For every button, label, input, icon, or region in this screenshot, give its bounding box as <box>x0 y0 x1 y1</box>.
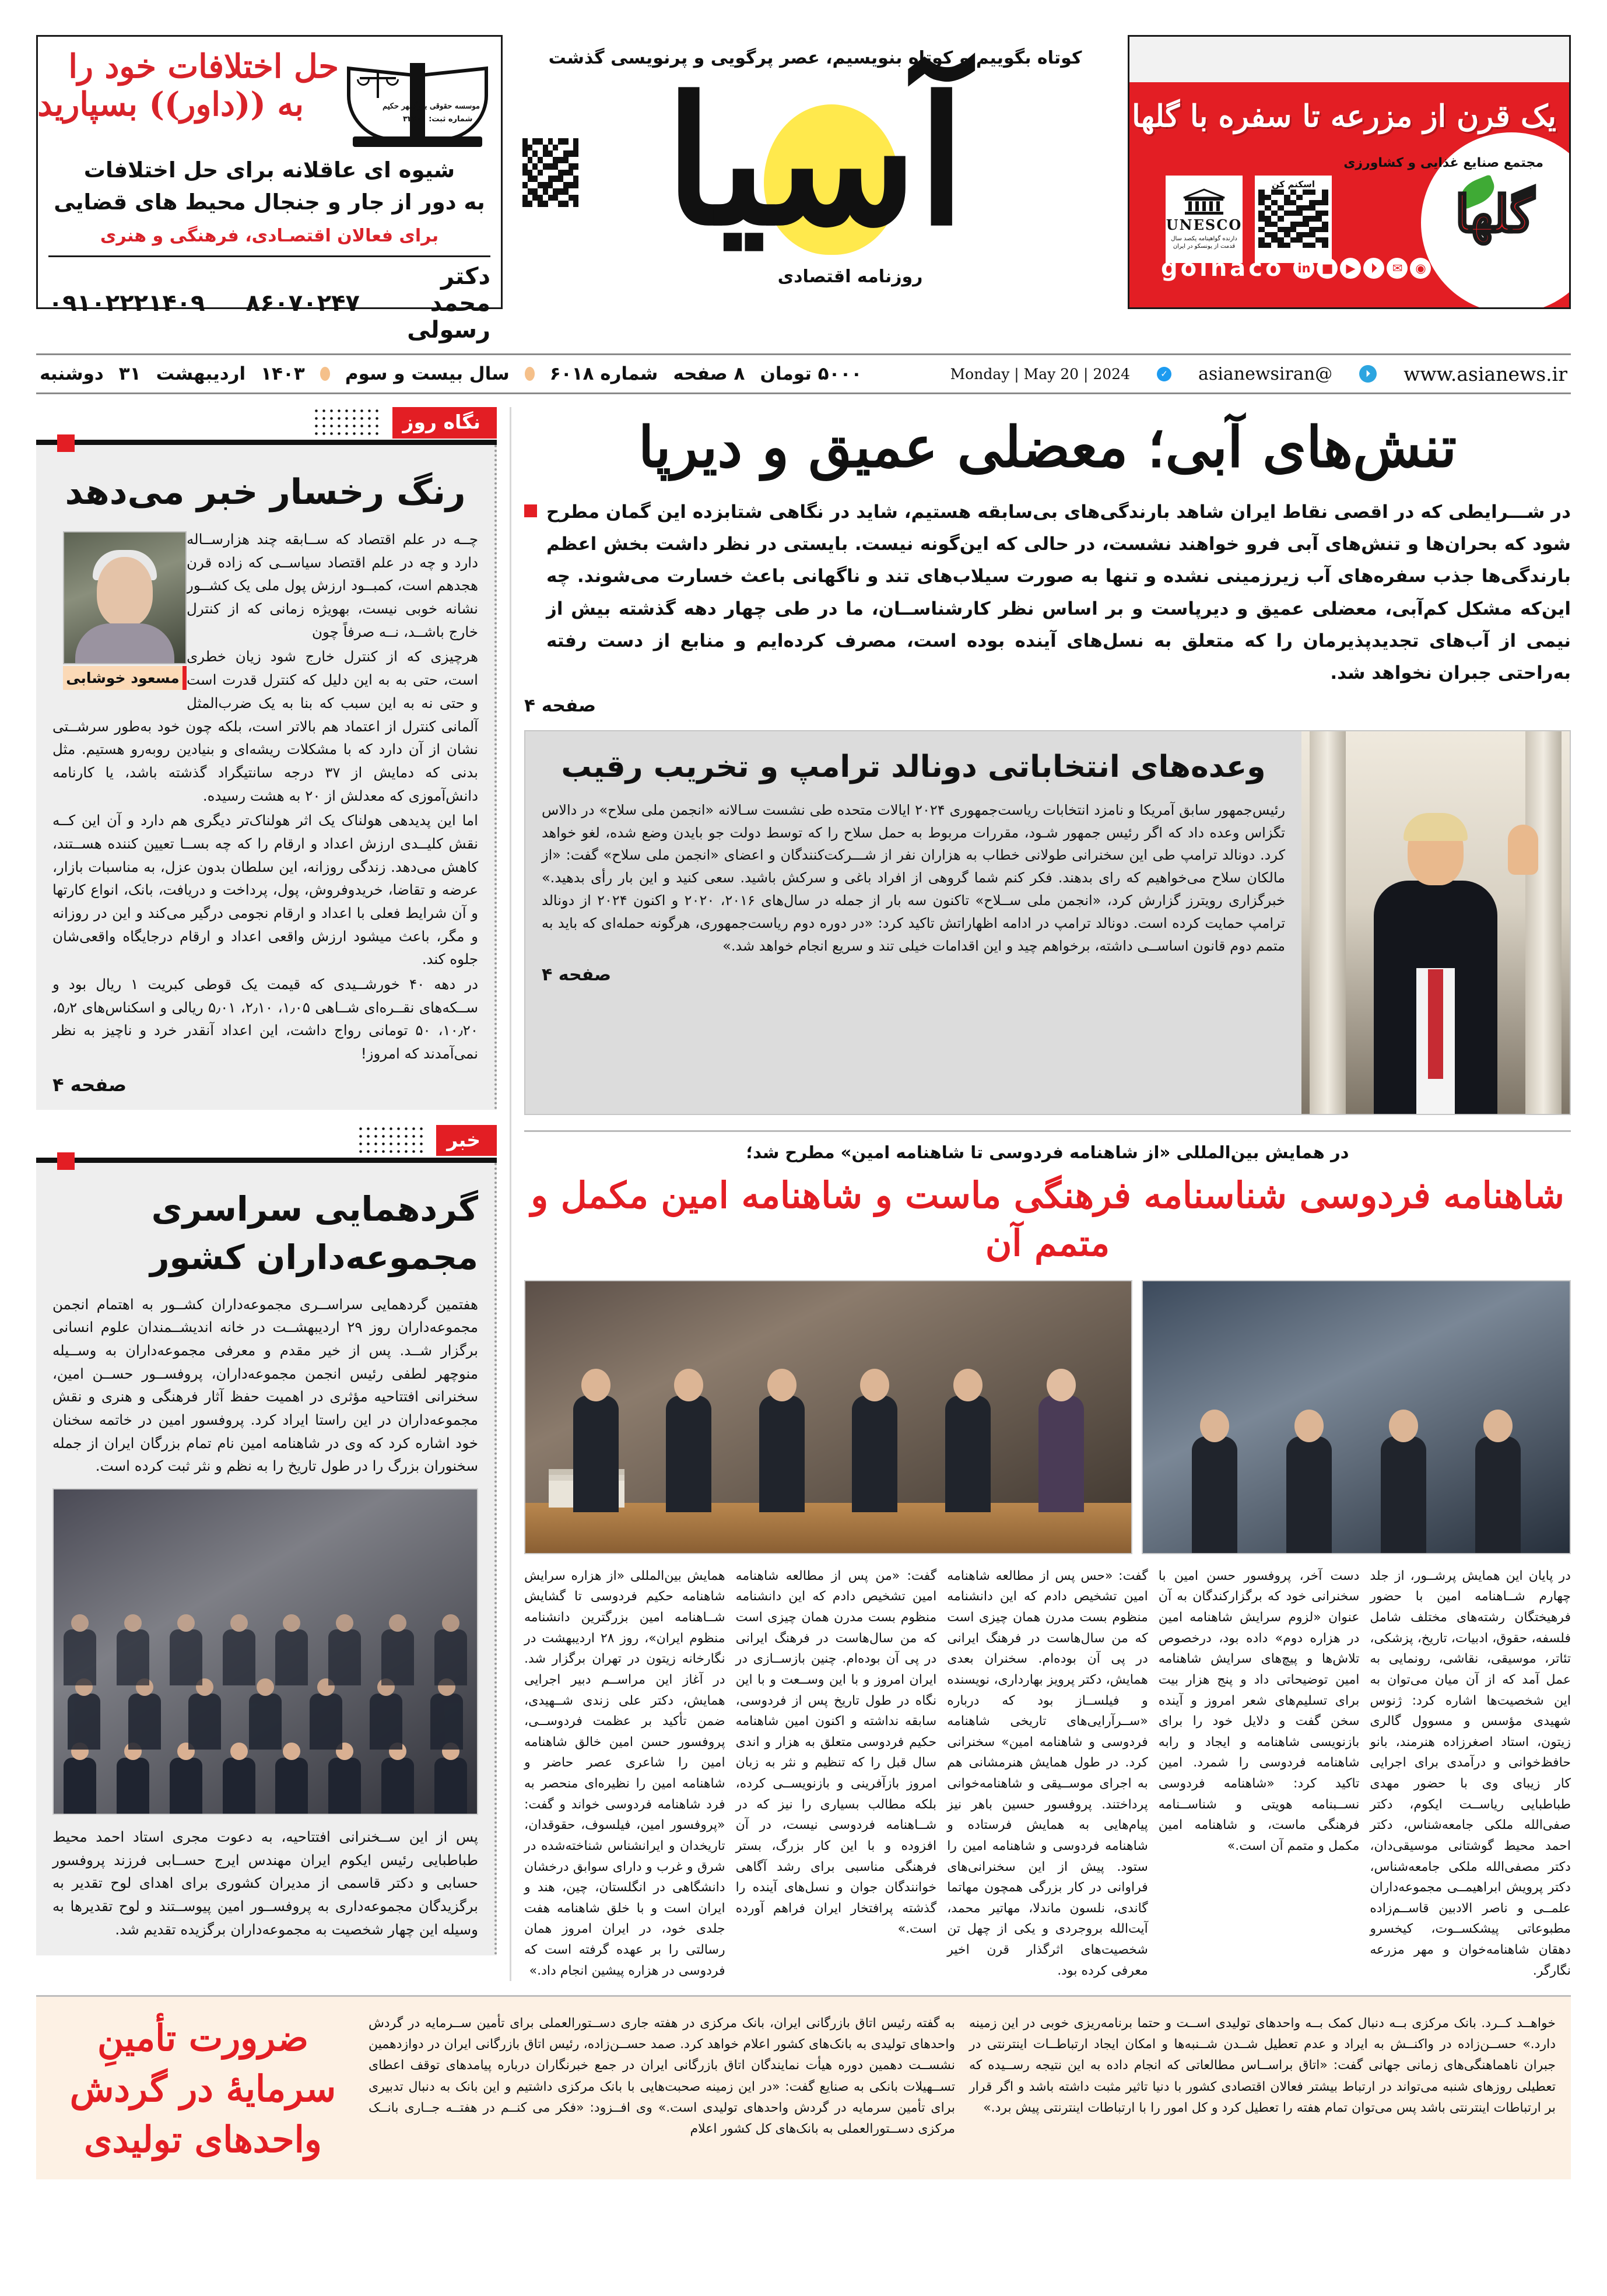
classical-building-icon <box>1181 188 1227 216</box>
social-handle[interactable]: @asianewsiran <box>1198 363 1333 384</box>
unesco-certificate-badge <box>1166 176 1243 263</box>
trump-text-block <box>525 731 1301 1114</box>
ad-handle: golhaco <box>1161 255 1285 282</box>
telegram-icon[interactable]: ⏵ <box>1363 258 1384 279</box>
shahnameh-col-4: دست آخر، پروفسور حسن امین با سخنرانی خود که برگزارکندگان به آن عنوان «لزوم سرایش شاهنامه امین در هزاره دوم» داده بود، درخصوص تلاش‌ها و پیچ‌های سرایش شاهنامه امین توضیحاتی داد و پنج هزار بیت برای تسلیم‌های شعر امروز و آینده سخن گفت و دلایل خود را برای بازنویسی شاهنامه و ایجاد و رابه شاهنامه فردوسی را شمرد. امین تاکید کرد: «شاهنامه فردوسی نســبنامه هویتی و شناســنامه فرهنگی ماست، و شاهنامه امین مکمل و متمم آن است.» <box>1158 1568 1360 1853</box>
telegram-icon[interactable]: ⏵ <box>1359 365 1377 383</box>
group-gathering-photo <box>52 1488 478 1815</box>
masthead <box>36 35 1571 350</box>
news-panel[interactable] <box>36 1163 497 1955</box>
legal-contact-row <box>48 255 490 343</box>
ad-brand-mark: گلها <box>1455 185 1534 244</box>
bottom-headline-block <box>51 2013 355 2165</box>
conference-hall-photo <box>524 1280 1132 1554</box>
issue-day: ۳۱ <box>118 363 141 384</box>
news-body-1: هفتمین گردهمایی سراســری مجموعه‌داران کشــور به اهتمام انجمن مجموعه‌داران روز ۲۹ اردیبهشــت در خانه اندیشــمندان علوم انسانی برگزار شــد. پس از خیر مقدم و معرفی مجموعه‌داران به وســیله منوچهر لطفی رئیس انجمن مجموعه‌داران، پروفســور حســن امین، سخنرانی افتتاحیه مؤثری در اهمیت حفظ آثار فرهنگی و هنری و نقش مجموعه‌داران در این راستا ایراد کرد. پروفسور امین در خاتمه سخنان خود اشاره کرد که وی در شاهنامه امین نام تمام بزرگان ایران از جمله سخنوران بزرگ را در طول تاریخ را به نظم و نثر ثبت کرده است. <box>52 1295 478 1475</box>
halftone-dots-decoration <box>313 407 383 437</box>
lead-headline: تنش‌های آبی؛ معضلی عمیق و دیرپا <box>638 414 1457 480</box>
news-headline-1: گردهمایی سراسری <box>151 1189 478 1229</box>
panel-speakers-photo <box>1142 1280 1571 1554</box>
bottom-headline-1: ضرورت تأمینِ <box>97 2017 308 2060</box>
issue-info-left <box>950 363 1567 385</box>
newspaper-logo-block <box>515 35 1115 287</box>
main-column <box>524 407 1571 1981</box>
website-link[interactable]: www.asianews.ir <box>1404 362 1567 385</box>
ad-slogan: یک قرن از مزرعه تا سفره با گلها <box>1132 99 1556 134</box>
section-rule <box>36 440 497 445</box>
legal-sub-line-2: به دور از جار و جنجال محیط های قضایی <box>54 189 485 215</box>
bottom-col-1: به گفته رئیس اتاق بازرگانی ایران، بانک مرکزی در هفته جاری دســتورالعملی برای تأمین ســرمایه در گردش واحدهای تولیدی به بانک‌های کشور اعلام خواهد کرد. صمد حســن‌زاده، رئیس اتاق بازرگانی ایران در دوازدهمین نشســت دهمین دوره هیأت نمایندگان اتاق بازرگانی ایران در جمع خبرنگاران درباره پیامدهای توقف اعطای تســهیلات بانکی به صنایع گفت: «در این زمینه صحبت‌هایی با بانک مرکزی داشتیم و این بانک به دنبال تدبیری برای تأمین سرمایه در گردش واحدهای تولیدی است.» وی افــزود: «فکر می کنــم در هفتــه جــاری بانــک مرکزی دســتورالعملی به بانک‌های کل کشور اعلام <box>369 2016 955 2136</box>
law-book-icon <box>345 45 490 147</box>
ad-red-body <box>1129 82 1569 307</box>
trump-page-ref[interactable]: صفحه ۴ <box>542 964 612 985</box>
shahnameh-columns <box>524 1566 1571 1982</box>
trump-body: رئیس‌جمهور سابق آمریکا و نامزد انتخابات ریاست‌جمهوری ۲۰۲۴ ایالات متحده طی نشست سـالانه «انجمن ملی سلاح» در دالاس تگزاس وعده داد که اگر رئیس جمهور شـود، مقررات مربوط به حمل سلاح را که توسط دولت جو بایدن وضع شده، لغو خواهد کرد. دونالد ترامپ طی این سخنرانی طولانی خطاب به هزاران نفر از شـــرکت‌کنندگان و اعضای «انجمن ملی سلاح» گفت: «از مالکان سلاح می‌خواهیم که رای بدهند. فکر کنم شما گروهی از افراد باغی و سرکش باشید. سعی کنید و این بار رأی بدهید.» خبرگزاری رویترز گزارش کرد، «انجمن ملی ســلاح» تاکنون سه بار از جمله در سال‌های ۲۰۱۶، ۲۰۲۰ و اکنون ۲۰۲۴ از دونالد ترامپ حمایت کرده است. دونالد ترامپ در ادامه اظهاراتش تاکید کرد: «در دوره دوم ریاست‌جمهوری، هرگونه حمله‌ای که باید به متمم دوم قانون اساســی داشته، برخواهم چید و این اقدامات خیلی تند و سریع انجام خواهد شد.» <box>542 801 1286 954</box>
right-sidebar <box>36 407 497 1981</box>
bottom-headline-3: واحدهای تولیدی <box>84 2118 322 2161</box>
lead-article[interactable] <box>524 496 1571 689</box>
separator-dot-icon <box>320 367 330 381</box>
youtube-icon[interactable]: ▶ <box>1340 258 1361 279</box>
opinion-headline: رنگ رخسار خبر می‌دهد <box>65 472 466 513</box>
bottom-article[interactable] <box>36 1995 1571 2179</box>
column-divider <box>510 407 511 1981</box>
instagram-icon[interactable]: ■ <box>1317 258 1338 279</box>
ad-social-row[interactable] <box>1161 255 1431 282</box>
scales-of-justice-icon <box>360 71 396 101</box>
news-flag-label: خبر <box>436 1125 497 1156</box>
masthead-motto: کوتاه بگوییم و کوتاه بنویسیم، عصر پرگویی و پرنویسی گذشت <box>548 48 1082 68</box>
issue-month: اردیبهشت <box>156 363 246 384</box>
shahnameh-col-2: گفت: «من پس از مطالعه شاهنامه امین تشخیص دادم که این دانشنامه منظوم بست مدرن همان چیزی است که من سال‌هاست در فرهنگ ایرانی در پی آن بوده‌ام. چنین بازســازی در ایران امروز و با این وســعت و با این نگاه در طول تاریخ پس از فردوسی، سابقه نداشته و اکنون امین شاهنامه حکیم فردوسی متعلق به هزار و اندی سال قبل را که تنظیم و نثر به زبان امروز بازآفرینی و بازنویســی کرده، بلکه مطالب بسیاری را نیز که در شــاهنامه فردوسی نیست، در آن افزوده و با این کار بزرگ، بستر فرهنگی مناسبی برای رشد آگاهی خوانندگان جوان و نسل‌های آینده را گذشته پرافتخار ایران فراهم آورده است.» <box>735 1568 937 1937</box>
shahnameh-col-3: گفت: «حس پس از مطالعه شاهنامه امین تشخیص دادم که این دانشنامه منظوم بست مدرن همان چیزی است که من سال‌هاست در فرهنگ ایرانی در پی آن بوده‌ام. سخنران بعدی همایش، دکتر پرویز بهارداری، نویسنده و فیلســاز بود که درباره «ســرآرایی‌های تاریخی شاهنامه فردوسی و شاهنامه امین» سخنرانی کرد. در طول همایش هنرمشانی هم به اجرای موســیقی و شاهنامه‌خوانی پرداختند. پروفسور حسین باهر نیز پیام‌هایی به همایش فرستاده و شاهنامه فردوسی و شاهنامه امین را ستود. پیش از این سخنرانی‌های فراوانی در کار بزرگی همچون مهاتما گاندی، نلسون ماندلا، مهاتیر محمد، آیت‌الله بروجردی و یکی از چهل تن شخصیت‌های اثرگذار قرن اخیر معرفی کرده بود. <box>947 1568 1148 1978</box>
bottom-headline-2: سرمایهٔ در گردش <box>69 2067 336 2111</box>
opinion-flag-label: نگاه روز <box>392 407 497 439</box>
ad-qr-code[interactable] <box>1255 176 1332 263</box>
issue-price: ۵۰۰۰ تومان <box>760 363 862 384</box>
page-content <box>36 407 1571 1981</box>
trump-article[interactable] <box>524 730 1571 1115</box>
opinion-para-2: هرچیزی که از کنترل خارج شود زیان خطری است، حتی به به این دلیل که کنترل قدرت است و حتی نه به این سبب که بنا به یک ضرب‌المثل آلمانی کنترل از اعتماد هم بالاتر است، بلکه چون خود به‌طور سرشــتی نشان از آن دارد که با مشکلات ریشه‌ای و بنیادین روبه‌رو هستیم. مثل بدنی که دمایش از ۳۷ درجه سانتیگراد گذشته باشد، یا کارنامه دانش‌آموزی که معدلش از ۲۰ به هشت رسیده. <box>52 648 478 804</box>
red-square-marker-icon <box>524 504 537 517</box>
opinion-section-flag <box>36 407 497 440</box>
spice-illustration-band <box>1129 37 1569 82</box>
newspaper-title: آسیا <box>664 58 966 264</box>
issue-weekday: دوشنبه <box>40 363 104 384</box>
issue-year: ۱۴۰۳ <box>261 363 305 384</box>
unesco-name: UNESCO <box>1166 216 1243 233</box>
globe-icon[interactable]: ◉ <box>1410 258 1431 279</box>
lead-body-text: در شـــرایطی که در اقصی نقاط ایران شاهد بارندگی‌های بی‌سابقه هستیم، شاید در نگاهی شتابزده این گمان مطرح شود که بحران‌ها و تنش‌های آبی فرو خواهند نشست، در حالی که این‌گونه نیست. بایستی در نظر داشت بخش اعظم بارندگی‌ها جذب سفره‌های آب زیرزمینی نشده و تنها به صورت سیلاب‌های تند و ناگهانی باعث خسارت می‌شوند. چه این‌که مشکل کم‌آبی، معضلی عمیق و دیرپاست و بر اساس نظر کارشناســان، ما در طی چهار دهه گذشته بیش از نیمی از آب‌های تجدیدپذیرمان را که متعلق به نسل‌های آینده بوده است، مصرف کرده‌ایم و منابع از دست رفته به‌راحتی جبران نخواهد شد. <box>546 502 1571 683</box>
legal-red-line-2: به ((داور)) بسپارید <box>37 85 304 124</box>
news-body-2: پس از این ســخنرانی افتتاحیه، به دعوت مجری استاد احمد محیط طباطبایی رئیس ایکوم ایران مهندس ایرج حســابی فرزند پروفسور حسابی و دکتر قاسمی از مدیران کشوری برای اهدای لوح تقدیر به برگزیدگان مجموعه‌داری به پروفســور امین پیوســتند و لوح تقدیرها به وسیله این چهار شخصیت به مجموعه‌داران برگزیده تقدیم شد. <box>52 1828 478 1938</box>
issue-pages: ۸ صفحه <box>673 363 745 384</box>
linkedin-icon[interactable]: in <box>1293 258 1314 279</box>
shahnameh-kicker: در همایش بین‌المللی «از شاهنامه فردوسی تا شاهنامه امین» مطرح شد؛ <box>746 1142 1349 1163</box>
legal-tagline: برای فعالان اقتصـادی، فرهنگی و هنری <box>100 226 439 247</box>
bottom-col-2: خواهــد کــرد. بانک مرکزی بــه دنبال کمک بــه واحدهای تولیدی اســت و حتما برنامه‌ریزی خوبی در این زمینه دارد.» حســن‌زاده در واکنــش به ایراد و عدم تعطیل شــدن شــنبه‌ها و امکان ایجاد ارتباطــات اینترنتی در جبران ناهماهنگی‌های زمانی جهانی گفت: «اتاق براســاس مطالعاتی که انجام داده به این نتیجه رســیده که تعطیلی روزهای شنبه می‌تواند در ارتباط بیشتر فعالان اقتصادی کشور با دنیا تاثیر مثبت داشته باشد و اگر قرار بر ارتباطات اینترنتی باشد پس می‌توان تمام هفته را تعطیل کرد و کل امور را با ارتباطات اینترنتی پیش برد.» <box>969 2016 1556 2115</box>
legal-phone-mobile: ۰۹۱۰۲۲۲۱۴۰۹ <box>48 290 205 317</box>
issue-info-right <box>40 363 862 384</box>
mail-icon[interactable]: ✉ <box>1387 258 1408 279</box>
verified-badge-icon: ✓ <box>1157 367 1171 381</box>
legal-contact-name: دکتر محمد رسولی <box>407 263 490 344</box>
newspaper-subtitle: روزنامه اقتصادی <box>777 267 923 287</box>
opinion-para-3: اما این پدیدهی هولناک یک اثر هولناک‌تر دیگری هم دارد و آن این کــه نقش کلیــدی ارزش اعداد و ارقام را که چه بســا تعیین کننده هســتند، کاهش می‌دهد. زندگی روزانه، این سلطان بدون عزل، به مناسبات بازار، عرضه و تقاضا، خریدوفروش، پول، پرداخت و دریافت، بانک، انواع کارتها و آن شرایط فعلی با اعداد و ارقام نجومی درگیر می‌کند و این در روزانه و مگر، باعث میشود ارزش واقعی اعداد و ارقام درجایگاه واقعی‌شان جلوه کند. <box>52 812 478 968</box>
legal-services-ad[interactable] <box>36 35 503 344</box>
donald-trump-photo <box>1301 731 1570 1114</box>
gregorian-date: Monday | May 20 | 2024 <box>950 365 1130 383</box>
ad-brand-line: مجتمع صنایع غذایی و کشاورزی <box>1343 156 1543 170</box>
trump-headline: وعده‌های انتخاباتی دونالد ترامپ و تخریب رقیب <box>561 749 1266 785</box>
shahnameh-col-1: همایش بین‌المللی «از هزاره سرایش شاهنامه حکیم فردوسی تا گشایش شــاهنامه امین بزرگترین دانشنامه منظوم ایران»، روز ۲۸ اردیبهشت در نگارخانه زیتون در تهران برگزار شد. در آغاز این مراســم دبیر اجرایی همایش، دکتر علی زندی شــهیدی، ضمن تأکید بر عظمت فردوســی، پروفسور حسن امین خالق شاهنامه امین را شاعری عصر حاضر و شاهنامه امین را نظیره‌ای منحصر به فرد شاهنامه فردوسی خواند و گفت: «پروفسور امین، فیلسوف، حقوقدان، تاریخدان و ایرانشناس شناخته‌شده در شرق و غرب و دارای سوابق درخشان دانشگاهی در انگلستان، چین، هند و ایران است و با خلق شاهنامه هفت جلدی خود، در ایران امروز همان رسالتی را بر عهده گرفته است که فردوسی در هزاره پیشین انجام داد.» <box>524 1568 725 1978</box>
issue-info-bar <box>36 353 1571 394</box>
news-section-flag <box>36 1125 497 1158</box>
author-photo-block <box>63 531 187 690</box>
author-portrait <box>63 531 187 664</box>
shahnameh-headline: شاهنامه فردوسی شناسنامه فرهنگی ماست و شاهنامه امین مکمل و متمم آن <box>531 1174 1564 1264</box>
shahnameh-photos <box>524 1280 1571 1554</box>
legal-sub-line-1: شیوه ای عاقلانه برای حل اختلافات <box>83 157 455 183</box>
opinion-para-1: چــه در علم اقتصاد که ســابقه چند هزارســاله دارد و چه در علم اقتصاد سیاســی که زاده قرن هجدهم است، کمبــود ارزش پول ملی یک کشــور نشانه خوبی نیست، بهویژه زمانی که از کنترل خارج باشــد، نــه صرفاً چون <box>187 531 478 640</box>
qr-code-icon[interactable] <box>522 138 578 194</box>
halftone-dots-decoration <box>357 1125 427 1155</box>
lead-page-ref[interactable]: صفحه ۴ <box>524 695 597 717</box>
legal-institute-name: موسسه حقوقی بزرگمهر حکیم <box>383 101 480 111</box>
issue-number: شماره ۶۰۱۸ <box>549 363 658 384</box>
legal-red-line-1: حل اختلافات خود را <box>68 47 339 86</box>
opinion-panel[interactable] <box>36 445 497 1110</box>
legal-ad-top <box>37 45 490 147</box>
legal-reg-number: شماره ثبت: ۳۲۶۰۱ <box>403 115 473 124</box>
opinion-para-4: در دهه ۴۰ خورشــیدی که قیمت یک قوطی کبریت ۱ ریال بود و ســکه‌های نقــره‌ای شــاهی ۱٫۰۵، ۲٫۱۰، ۵٫۰۱ ریالی و اسکناس‌های ۵٫۲، ۱۰٫۲۰، ۵۰ تومانی رواج داشت، این اعداد آنقدر خرد و ناچیز به نظر نمی‌آمدند که امروز! <box>52 976 478 1063</box>
golha-advertisement[interactable] <box>1128 35 1571 309</box>
opinion-page-ref[interactable]: صفحه ۴ <box>52 1073 127 1096</box>
unesco-caption: دارنده گواهینامه یکصد سال قدمت از یونسکو در ایران <box>1171 236 1237 250</box>
author-name: مسعود خوشابی <box>63 666 187 690</box>
news-headline-2: مجموعه‌داران کشور <box>150 1238 478 1278</box>
separator-dot-icon <box>525 367 535 381</box>
shahnameh-section[interactable] <box>524 1130 1571 1981</box>
shahnameh-col-5: در پایان این همایش پرشــور، از جلد چهارم شــاهنامه امین با حضور فرهیختگان رشته‌های مختلف شامل فلسفه، حقوق، ادبیات، تاریخ، پزشکی، تئاتر، موسیقی، نقاشی، رونمایی به عمل آمد که از آن میان می‌توان به این شخصیت‌ها اشاره کرد: ژنوس شهیدی مؤسس و مسوول گالری زیتون، استاد اصغرزاده هنرمند، بانو حافظ‌خوانی و درآمدی برای اجرایی کار زیبای وی با حضور مهدی طباطبایی ریاســت ایکوم، دکتر صفی‌الله ملکی جامعه‌شناس، دکتر احمد محیط گوشتانی موسیقی‌دان، دکتر مصفی‌الله ملکی جامعه‌شناس، دکتر پرویش ابراهیمــی مجموعه‌داران علمــی و ناصر الادبین قاســم‌زاده مطبوعاتی پیشکســوت، کیخسرو دهقان شاهنامه‌خوان و مهر مزرعه نگارگر. <box>1370 1568 1571 1978</box>
ad-qr-label: اسکنم کن <box>1272 179 1315 190</box>
legal-ad-red-text <box>37 45 339 124</box>
legal-phone-office: ۸۶۰۷۰۲۴۷ <box>245 290 360 317</box>
section-rule <box>36 1158 497 1163</box>
issue-volume: سال بیست و سوم <box>345 363 510 384</box>
